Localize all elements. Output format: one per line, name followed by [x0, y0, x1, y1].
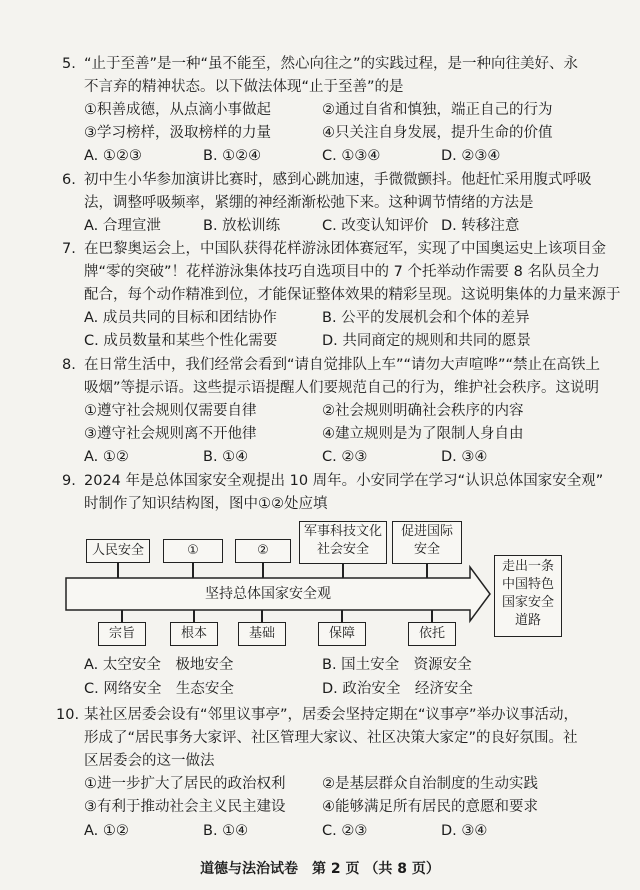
answer-choice-c[interactable]: C. 网络安全 生态安全 — [84, 681, 234, 697]
answer-choice-d[interactable]: D. 转移注意 — [441, 218, 520, 234]
question-stem: 法，调整呼吸频率，紧绷的神经渐渐松弛下来。这种调节情绪的方法是 — [84, 195, 534, 211]
diagram-box-root — [170, 622, 218, 646]
question-stem: 不言弃的精神状态。以下做法体现“止于至善”的是 — [84, 79, 404, 95]
answer-choice-c[interactable]: C. 改变认知评价 — [322, 218, 429, 234]
box-label: 促进国际 — [400, 524, 453, 539]
statement-option: ④能够满足所有居民的意愿和要求 — [322, 799, 538, 815]
diagram-box-result — [494, 555, 562, 637]
connector-line — [192, 563, 194, 578]
connector-line — [431, 610, 433, 622]
connector-line — [262, 563, 264, 578]
answer-choice-c[interactable]: C. ②③ — [322, 449, 368, 465]
answer-choice-b[interactable]: B. ①④ — [203, 823, 249, 839]
box-label: 走出一条 — [501, 559, 554, 574]
box-label: 社会安全 — [316, 542, 369, 557]
question-number: 10. — [56, 707, 80, 723]
question-number: 8. — [62, 357, 76, 373]
page-footer: 道德与法治试卷 第 2 页 （共 8 页） — [200, 861, 440, 877]
question-stem: 在日常生活中，我们经常会看到“请自觉排队上车”“请勿大声喧哗”“禁止在高铁上 — [84, 357, 601, 373]
answer-choice-d[interactable]: D. ③④ — [441, 449, 488, 465]
connector-line — [117, 563, 119, 578]
question-number: 6. — [62, 172, 76, 188]
box-label: 依托 — [418, 626, 445, 641]
diagram-blank-2 — [235, 539, 291, 563]
box-label: 安全 — [413, 542, 440, 557]
box-label: 基础 — [248, 626, 275, 641]
question-stem: 吸烟”等提示语。这些提示语提醒人们要规范自己的行为，维护社会秩序。这说明 — [84, 380, 600, 396]
question-number: 7. — [62, 241, 76, 257]
box-label: 根本 — [180, 626, 207, 641]
statement-option: ②社会规则明确社会秩序的内容 — [322, 403, 524, 419]
diagram-box-reliance — [408, 622, 456, 646]
connector-line — [341, 610, 343, 622]
diagram-box-people-security — [86, 539, 150, 563]
connector-line — [426, 563, 428, 578]
diagram-box-purpose — [98, 622, 146, 646]
statement-option: ③遵守社会规则离不开他律 — [84, 426, 257, 442]
connector-line — [261, 610, 263, 622]
answer-choice-c[interactable]: C. 成员数量和某些个性化需要 — [84, 333, 278, 349]
question-stem: 2024 年是总体国家安全观提出 10 周年。小安同学在学习“认识总体国家安全观” — [84, 473, 604, 489]
statement-option: ①遵守社会规则仅需要自律 — [84, 403, 257, 419]
arrow-label: 坚持总体国家安全观 — [205, 586, 331, 602]
box-label: 人民安全 — [91, 543, 144, 558]
statement-option: ①进一步扩大了居民的政治权利 — [84, 776, 286, 792]
diagram-box-military-tech — [299, 521, 387, 564]
answer-choice-a[interactable]: A. 成员共同的目标和团结协作 — [84, 310, 277, 326]
answer-choice-d[interactable]: D. 共同商定的规则和共同的愿景 — [322, 333, 531, 349]
box-label: 保障 — [328, 626, 355, 641]
question-stem: 牌“零的突破”！花样游泳集体技巧自选项目中的 7 个托举动作需要 8 名队员全力 — [84, 264, 600, 280]
answer-choice-b[interactable]: B. ①②④ — [203, 148, 262, 164]
box-label: 军事科技文化 — [303, 524, 382, 539]
question-stem: 配合，每个动作精准到位，才能保证整体效果的精彩呈现。这说明集体的力量来源于 — [84, 287, 621, 303]
answer-choice-b[interactable]: B. 国土安全 资源安全 — [322, 657, 472, 673]
statement-option: ②通过自省和慎独，端正自己的行为 — [322, 102, 553, 118]
question-stem: “止于至善”是一种“虽不能至，然心向往之”的实践过程，是一种向往美好、永 — [84, 56, 579, 72]
diagram-box-guarantee — [318, 622, 366, 646]
box-label: ① — [187, 543, 199, 558]
answer-choice-c[interactable]: C. ②③ — [322, 823, 368, 839]
answer-choice-d[interactable]: D. 政治安全 经济安全 — [322, 681, 473, 697]
question-stem: 在巴黎奥运会上，中国队获得花样游泳团体赛冠军，实现了中国奥运史上该项目金 — [84, 241, 606, 257]
box-label: 中国特色 — [501, 577, 554, 592]
question-number: 5. — [62, 56, 76, 72]
answer-choice-a[interactable]: A. 太空安全 极地安全 — [84, 657, 234, 673]
answer-choice-b[interactable]: B. 公平的发展机会和个体的差异 — [322, 310, 530, 326]
statement-option: ④建立规则是为了限制人身自由 — [322, 426, 524, 442]
question-stem: 某社区居委会设有“邻里议事亭”，居委会坚持定期在“议事亭”举办议事活动， — [84, 707, 579, 723]
answer-choice-a[interactable]: A. ①②③ — [84, 148, 142, 164]
question-stem: 时制作了知识结构图，图中①②处应填 — [84, 496, 328, 512]
connector-line — [193, 610, 195, 622]
box-label: 国家安全 — [501, 595, 554, 610]
answer-choice-a[interactable]: A. 合理宣泄 — [84, 218, 161, 234]
box-label: 宗旨 — [108, 626, 135, 641]
statement-option: ④只关注自身发展，提升生命的价值 — [322, 125, 553, 141]
answer-choice-b[interactable]: B. 放松训练 — [203, 218, 281, 234]
diagram-box-international — [392, 521, 462, 564]
connector-line — [121, 610, 123, 622]
answer-choice-b[interactable]: B. ①④ — [203, 449, 249, 465]
diagram-box-foundation — [238, 622, 286, 646]
statement-option: ③有利于推动社会主义民主建设 — [84, 799, 286, 815]
answer-choice-a[interactable]: A. ①② — [84, 449, 129, 465]
question-number: 9. — [62, 473, 76, 489]
box-label: 道路 — [514, 613, 541, 628]
question-stem: 区居委会的这一做法 — [84, 753, 215, 769]
answer-choice-d[interactable]: D. ③④ — [441, 823, 488, 839]
diagram-blank-1 — [163, 539, 223, 563]
statement-option: ①积善成德，从点滴小事做起 — [84, 102, 271, 118]
statement-option: ②是基层群众自治制度的生动实践 — [322, 776, 538, 792]
box-label: ② — [257, 543, 269, 558]
answer-choice-d[interactable]: D. ②③④ — [441, 148, 501, 164]
connector-line — [342, 563, 344, 578]
answer-choice-c[interactable]: C. ①③④ — [322, 148, 381, 164]
statement-option: ③学习榜样，汲取榜样的力量 — [84, 125, 271, 141]
answer-choice-a[interactable]: A. ①② — [84, 823, 129, 839]
question-stem: 初中生小华参加演讲比赛时，感到心跳加速，手微微颤抖。他赶忙采用腹式呼吸 — [84, 172, 592, 188]
question-stem: 形成了“居民事务大家评、社区管理大家议、社区决策大家定”的良好氛围。社 — [84, 730, 578, 746]
